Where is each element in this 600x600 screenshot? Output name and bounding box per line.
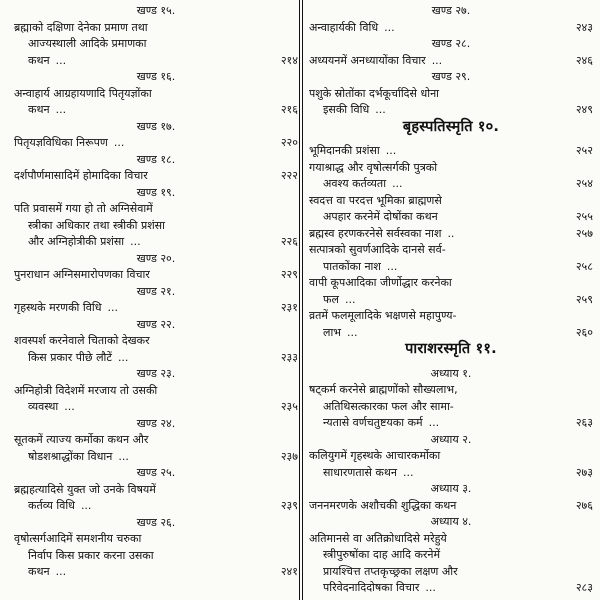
entry-text: अपहार करनेमें दोषोंका कथन: [323, 210, 438, 223]
page-number: २५७: [575, 226, 593, 240]
entry-line: [309, 260, 593, 274]
page-number: २५२: [575, 144, 593, 157]
entry-line: [14, 268, 298, 282]
entry-line: [309, 103, 593, 117]
leader-dots: ...: [107, 301, 118, 314]
page-number: २३५: [280, 400, 298, 413]
section-heading: खण्ड २५.: [136, 466, 176, 479]
entry-text: आज्यस्थाली आदिके प्रमाणका: [28, 37, 147, 50]
entry-line: [309, 227, 593, 241]
entry-text: पातकोंका नाश: [323, 259, 381, 273]
section-heading: खण्ड १९.: [136, 185, 176, 199]
entry-text: सूतकमें त्याज्य कर्मोका कथन और: [14, 433, 149, 446]
leader-dots: ...: [55, 103, 67, 116]
entry-line: [14, 351, 298, 365]
entry-text: अतिथिसत्कारका फल और सामा-: [323, 399, 454, 413]
entry-text: षट्कर्म करनेसे ब्राह्मणोंको सौख्यलाभ,: [309, 383, 458, 396]
leader-dots: ...: [55, 565, 67, 578]
section-heading: अध्याय २.: [430, 432, 472, 446]
entry-line: [14, 499, 298, 513]
entry-text: शवस्पर्श करनेवाले चिताको देखकर: [14, 334, 150, 347]
page-number: २२६: [280, 235, 298, 248]
leader-dots: ...: [375, 103, 386, 116]
entry-text: अतिमानसे वा अतिक्रोधादिसे मरेहुये: [309, 531, 447, 545]
section-heading: अध्याय १.: [430, 366, 472, 380]
entry-text: गृहस्थके मरणकी विधि: [14, 301, 102, 314]
smriti-title: बृहस्पतिस्मृति १०.: [402, 118, 500, 135]
leader-dots: ...: [425, 581, 436, 594]
entry-text: गयाश्राद्ध और वृषोत्सर्गकी पुत्रको: [309, 160, 438, 174]
section-heading: खण्ड २७.: [431, 4, 471, 17]
entry-line: [14, 54, 298, 68]
entry-text: अन्वाहार्य आग्रहायणादि पितृयज्ञोंका: [14, 86, 152, 100]
entry-text: निर्वाप किस प्रकार करना उसका: [28, 548, 154, 562]
entry-text: पशुके स्रोतोंका दर्भकूर्चादिसे धोना: [309, 86, 440, 100]
leader-dots: ...: [385, 144, 397, 157]
entry-text: ब्रह्महत्यादिसे युक्त जो उनके विषयमें: [14, 482, 156, 496]
page-number: २४१: [280, 565, 298, 578]
entry-text: कलियुगमें गृहस्थके आचारकर्मोका: [309, 449, 441, 462]
section-heading: खण्ड २०.: [136, 251, 176, 265]
page-number: २३१: [280, 301, 298, 314]
entry-text: वृषोत्सर्गआदिमें समशनीय चरुका: [14, 532, 142, 545]
page-number: २३७: [280, 449, 298, 463]
leader-dots: ...: [402, 465, 414, 479]
entry-line: [14, 136, 298, 150]
entry-text: साधारणतासे कथन: [323, 465, 397, 479]
section-heading: खण्ड २१.: [136, 284, 176, 298]
entry-text: ब्रह्माको दक्षिणा देनेका प्रमाण तथा: [14, 20, 148, 34]
entry-text: व्रतमें फलमूलादिके भक्षणसे महापुण्य-: [309, 309, 457, 322]
page-number: २७३: [575, 465, 593, 479]
entry-text: अन्वाहार्यकी विधि: [309, 20, 379, 34]
section-heading: अध्याय ३.: [430, 482, 472, 495]
entry-line: [309, 581, 593, 595]
page-number: २१६: [280, 103, 298, 116]
section-heading: खण्ड २८.: [431, 37, 471, 50]
section-heading: खण्ड २९.: [431, 70, 471, 83]
entry-text: न्यतासे वर्णचतुष्टयका कर्म: [323, 416, 423, 429]
leader-dots: ...: [344, 292, 356, 306]
section-heading: खण्ड २३.: [136, 367, 176, 380]
page-number: २२०: [280, 136, 298, 149]
entry-text: अग्निहोत्री विदेशमें मरजाय तो उसकी: [14, 383, 158, 397]
entry-text: कथन: [28, 53, 50, 67]
smriti-title: पाराशरस्मृति ११.: [405, 341, 497, 357]
page-number: २६३: [575, 416, 593, 429]
entry-text: जननमरणके अशौचकी शुद्धिका कथन: [309, 498, 457, 512]
entry-text: षोडशश्राद्धोंका विधान: [28, 449, 113, 463]
leader-dots: ...: [55, 53, 67, 67]
entry-text: स्त्रीपुरुषोंका दाह आदि करनेमें: [323, 548, 441, 561]
entry-text: किस प्रकार पीछे लौटें: [28, 350, 112, 364]
entry-line: [14, 235, 298, 249]
entry-text: फल: [323, 292, 339, 306]
entry-line: [14, 301, 298, 315]
page-number: २३३: [280, 350, 298, 364]
page-number: २१४: [280, 53, 298, 67]
page-number: २५४: [575, 177, 593, 190]
entry-line: [309, 144, 593, 158]
section-heading: खण्ड २२.: [136, 317, 176, 331]
entry-text: और अग्निहोत्रीकी प्रशंसा: [28, 235, 125, 248]
leader-dots: ...: [347, 325, 358, 339]
entry-text: वापी कूपआदिका जीर्णोद्धार करनेका: [309, 276, 452, 289]
entry-line: [309, 177, 593, 191]
entry-text: दर्शपौर्णमासादिमें होमादिका विचार: [14, 169, 148, 182]
entry-text: कथन: [28, 565, 50, 578]
entry-text: लाभ: [323, 325, 342, 339]
entry-line: [14, 565, 298, 579]
entry-text: अवश्य कर्तव्यता: [323, 177, 387, 190]
page-number: २५८: [575, 259, 593, 273]
leader-dots: ...: [64, 400, 75, 413]
section-heading: खण्ड १८.: [136, 152, 176, 166]
entry-line: [309, 466, 593, 480]
entry-text: स्त्रीका अधिकार तथा स्त्रीकी प्रशंसा: [28, 218, 165, 232]
page-number: २७६: [575, 498, 593, 512]
entry-line: [14, 450, 298, 464]
entry-line: [309, 416, 593, 430]
page-number: २५५: [575, 210, 593, 223]
entry-text: पति प्रवासमें गया हो तो अग्निसेवामें: [14, 202, 153, 215]
leader-dots: ..: [447, 226, 455, 240]
page-number: २२२: [280, 169, 298, 182]
leader-dots: ...: [130, 235, 141, 248]
entry-line: [14, 400, 298, 414]
entry-text: इसकी विधि: [323, 103, 370, 116]
section-heading: खण्ड १५.: [136, 4, 176, 17]
entry-line: [14, 169, 298, 183]
section-heading: अध्याय ४.: [430, 515, 472, 528]
page-number: २८३: [575, 581, 593, 594]
section-heading: खण्ड १६.: [136, 70, 176, 83]
entry-line: [309, 21, 593, 35]
leader-dots: ...: [392, 177, 403, 190]
entry-line: [309, 293, 593, 307]
entry-line: [309, 499, 593, 513]
page-number: २२९: [280, 268, 298, 281]
entry-text: पुनराधान अग्निसमारोपणका विचार: [14, 268, 150, 281]
entry-line: [309, 326, 593, 340]
section-heading: खण्ड २४.: [136, 416, 176, 430]
entry-line: [14, 103, 298, 117]
column-divider: [299, 0, 300, 600]
leader-dots: ...: [386, 259, 398, 273]
section-heading: खण्ड १७.: [136, 119, 176, 133]
entry-text: कर्तव्य विधि: [28, 499, 75, 512]
entry-text: अध्ययनमें अनध्यायोंका विचार: [309, 53, 426, 67]
entry-text: प्रायश्चित्त तप्तकृच्छ्रका लक्षण और: [323, 564, 458, 578]
page-number: २४९: [575, 103, 593, 116]
leader-dots: ...: [384, 20, 395, 34]
entry-text: पितृयज्ञविधिका निरूपण: [14, 136, 108, 149]
leader-dots: ...: [117, 350, 129, 364]
entry-line: [309, 54, 593, 68]
entry-text: भूमिदानकी प्रशंसा: [309, 144, 380, 157]
section-heading: खण्ड २६.: [136, 515, 176, 529]
entry-text: स्वदत्त वा परदत्त भूमिका ब्राह्मणसे: [309, 193, 442, 207]
page-number: २३९: [280, 499, 298, 512]
entry-text: कथन: [28, 103, 50, 116]
leader-dots: ...: [113, 136, 125, 149]
entry-text: सत्पात्रको सुवर्णआदिके दानसे सर्व-: [309, 243, 446, 256]
entry-text: परिवेदनादिदोषका विचार: [323, 581, 420, 594]
entry-line: [309, 210, 593, 224]
column-divider: [302, 0, 303, 600]
leader-dots: ...: [428, 416, 440, 429]
entry-text: ब्रह्मस्व हरणकरनेसे सर्वस्वका नाश: [309, 226, 442, 240]
page-number: २५९: [575, 292, 593, 306]
page-number: २४६: [575, 53, 593, 67]
page-number: २४३: [575, 20, 593, 34]
leader-dots: ...: [431, 53, 443, 67]
entry-text: व्यवस्था: [28, 400, 59, 413]
leader-dots: ...: [118, 449, 129, 463]
leader-dots: ...: [80, 499, 92, 512]
page-number: २६०: [575, 325, 593, 339]
